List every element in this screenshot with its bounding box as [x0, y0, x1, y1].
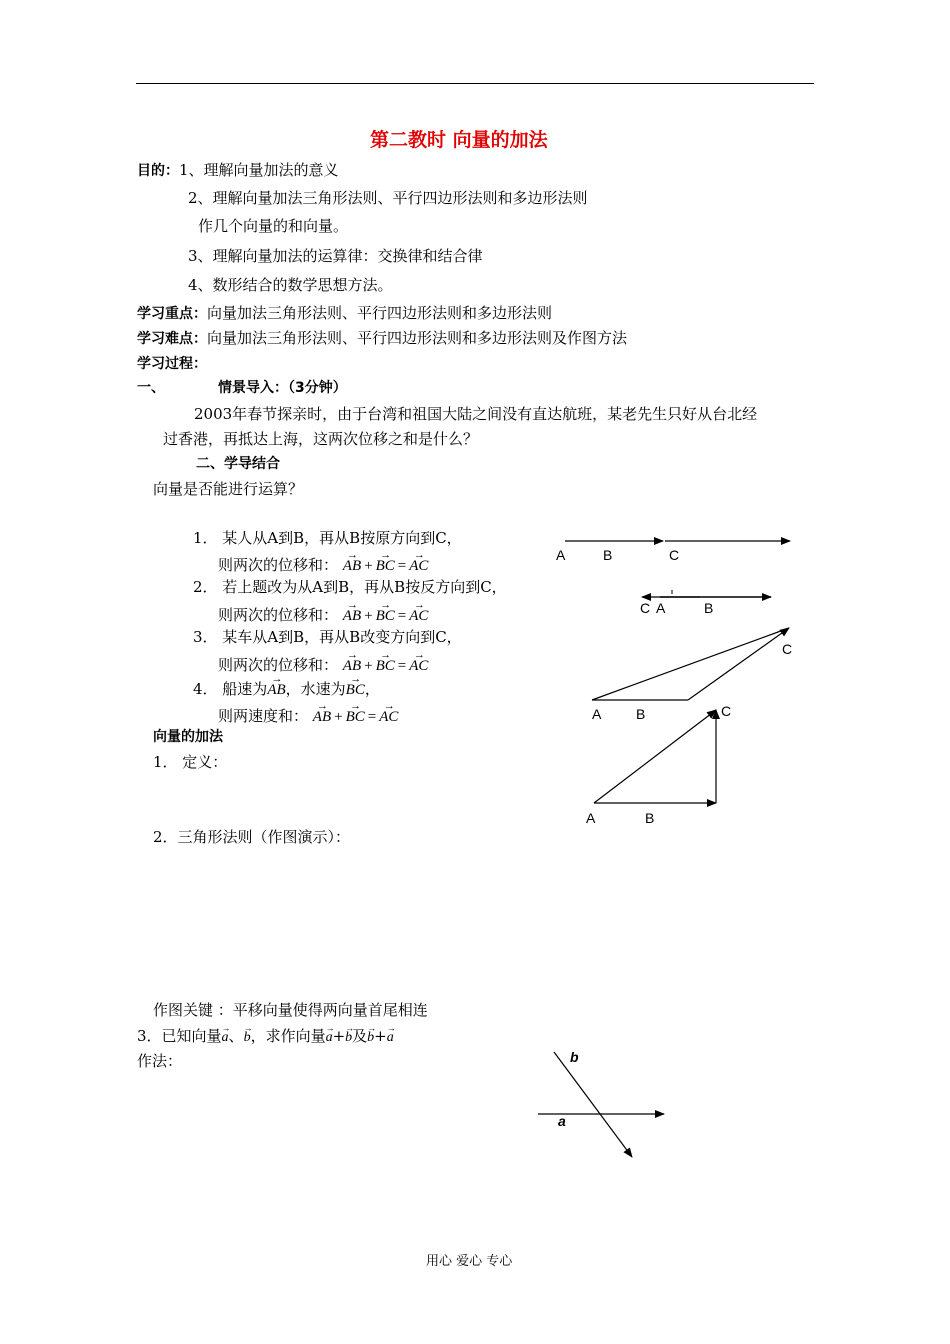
label-a: A [592, 706, 602, 722]
figure-velocity [586, 703, 731, 826]
arrow-ac [594, 710, 716, 803]
goals-label: 目的： [137, 163, 179, 179]
goal-4: 4、数形结合的数学思想方法。 [188, 276, 393, 294]
vector-b: → b [367, 1025, 374, 1048]
figure-reverse-direction [640, 590, 771, 616]
section-2-heading: 二、学导结合 [196, 456, 280, 472]
process-label: 学习过程： [137, 356, 207, 372]
label-b: B [704, 600, 714, 616]
equals-sign: = [397, 558, 407, 574]
vec-ab: → AB [267, 675, 285, 700]
label-a: A [586, 810, 596, 826]
vec-ac: → AC [409, 651, 428, 676]
footer: 用心 爱心 专心 [426, 1254, 513, 1269]
scenario-line-2: 过香港，再抵达上海，这两次位移之和是什么？ [163, 430, 479, 448]
vector-b: → b [345, 1025, 352, 1048]
vec-ac: → AC [409, 601, 428, 626]
difficulty-label: 学习难点： [137, 331, 207, 347]
label-c: C [640, 600, 651, 616]
vector-a: → a [326, 1025, 333, 1048]
goal-2b: 作几个向量的和向量。 [198, 217, 349, 235]
key-note: 作图关键 ：平移向量使得两向量首尾相连 [153, 1001, 428, 1019]
key-point-label: 学习重点： [137, 306, 207, 322]
example-3-line-1: 3． 某车从A到B，再从B改变方向到C， [193, 628, 462, 646]
difficulty-text: 向量加法三角形法则、平行四边形法则和多边形法则及作图方法 [207, 329, 628, 347]
equals-sign: = [397, 658, 407, 674]
goal-1: 1、理解向量加法的意义 [179, 161, 339, 179]
vec-ab: → AB [313, 702, 331, 727]
figure-same-direction [556, 541, 790, 563]
plus-sign: + [364, 558, 373, 574]
vec-bc: → BC [376, 651, 395, 676]
example-2-label: 则两次的位移和： [218, 606, 339, 624]
equals-sign: = [367, 709, 377, 725]
method-label: 作法： [137, 1052, 183, 1070]
label-a: A [556, 547, 566, 563]
example-2-line-1: 2． 若上题改为从A到B，再从B按反方向到C， [193, 578, 507, 596]
vec-ab: → AB [343, 651, 361, 676]
goal-2a: 2、理解向量加法三角形法则、平行四边形法则和多边形法则 [188, 189, 588, 207]
vec-ac: → AC [379, 702, 398, 727]
example-1-label: 则两次的位移和： [218, 556, 339, 574]
vec-ab: → AB [343, 601, 361, 626]
addition-heading: 向量的加法 [153, 729, 223, 745]
example-4-label: 则两速度和： [218, 707, 309, 725]
label-b: b [570, 1049, 579, 1065]
vec-bc: → BC [346, 675, 365, 700]
figure-vectors-ab [538, 1049, 664, 1157]
task-3-sep: 、 [228, 1027, 244, 1045]
task-3-prefix: 3．已知向量 [137, 1027, 222, 1045]
task-3-plus: + [332, 1027, 346, 1045]
section-1-num: 一、 [137, 380, 165, 396]
task-3-and: 及 [352, 1027, 368, 1045]
label-c: C [669, 547, 680, 563]
figure-change-direction [592, 628, 792, 722]
vec-bc: → BC [376, 601, 395, 626]
vector-b: → b [244, 1025, 251, 1048]
scenario-line-1: 2003年春节探亲时，由于台湾和祖国大陆之间没有直达航班，某老先生只好从台北经 [194, 405, 758, 423]
example-4-text-b: ，水速为 [285, 680, 346, 698]
example-4-text-c: ， [364, 680, 380, 698]
label-a: A [656, 600, 666, 616]
arrow-bc [688, 628, 789, 700]
plus-sign: + [364, 658, 373, 674]
vector-a: → a [387, 1025, 394, 1048]
plus-sign: + [334, 709, 343, 725]
task-3-mid: ，求作向量 [250, 1027, 326, 1045]
vec-ab: → AB [343, 551, 361, 576]
key-point-text: 向量加法三角形法则、平行四边形法则和多边形法则 [207, 304, 553, 322]
definition: 1． 定义： [153, 753, 228, 771]
label-b: B [636, 706, 646, 722]
arrow-ac [592, 628, 789, 700]
page-title: 第二教时 向量的加法 [370, 129, 548, 151]
label-b: B [603, 547, 613, 563]
label-a: a [558, 1113, 566, 1129]
triangle-rule: 2．三角形法则（作图演示）： [153, 828, 351, 846]
vec-ac: → AC [409, 551, 428, 576]
plus-sign: + [364, 608, 373, 624]
task-3-plus: + [374, 1027, 387, 1045]
vec-bc: → BC [376, 551, 395, 576]
goal-3: 3、理解向量加法的运算律：交换律和结合律 [188, 247, 483, 265]
vec-bc: → BC [346, 702, 365, 727]
label-c: C [782, 641, 793, 657]
vector-a: → a [222, 1025, 229, 1048]
label-c: C [721, 703, 732, 719]
equals-sign: = [397, 608, 407, 624]
label-b: B [645, 810, 655, 826]
example-1-line-1: 1． 某人从A到B，再从B按原方向到C， [193, 529, 462, 547]
arrow-b [554, 1052, 632, 1157]
example-3-label: 则两次的位移和： [218, 656, 339, 674]
section-1-heading: 情景导入：（3分钟） [218, 380, 347, 396]
question: 向量是否能进行运算？ [153, 480, 304, 498]
example-4-text-a: 4． 船速为 [193, 680, 268, 698]
